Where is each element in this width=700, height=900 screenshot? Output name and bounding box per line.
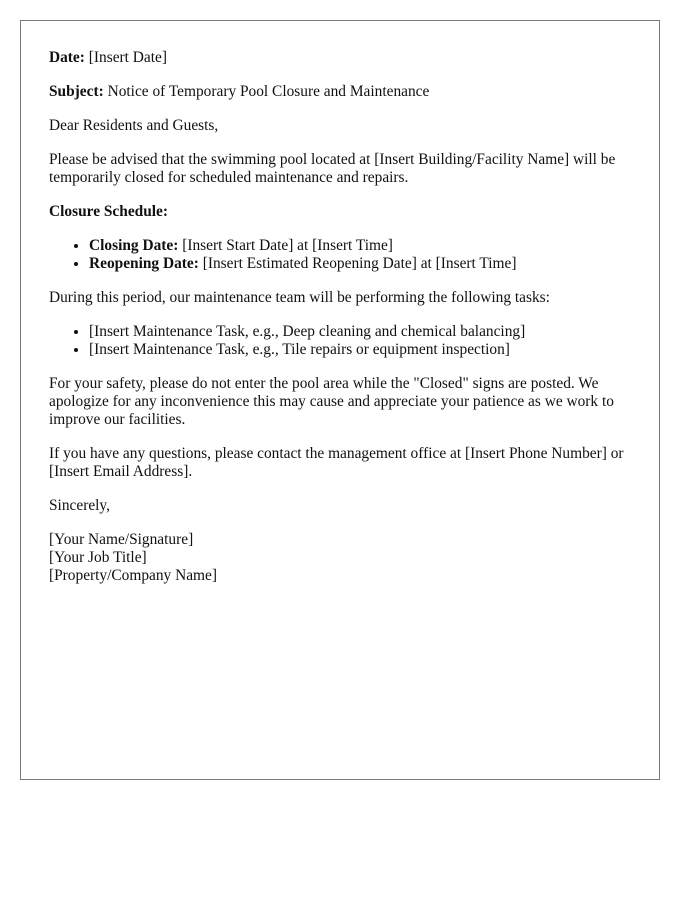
contact-paragraph: If you have any questions, please contact the management office at [Insert Phone Number] or [Insert Email Address]. — [49, 445, 624, 480]
schedule-item-label: Reopening Date: — [89, 255, 199, 272]
letter-page — [20, 20, 660, 780]
schedule-item-closing — [89, 237, 631, 255]
date-label: Date: — [49, 49, 85, 66]
task-item: • [Insert Maintenance Task, e.g., Deep cleaning and chemical balancing] — [89, 323, 631, 341]
safety-paragraph: For your safety, please do not enter the pool area while the "Closed" signs are posted. We apologize for any inconvenience this may cause and appreciate your patience as we work to improve our facilities. — [49, 375, 614, 428]
subject-label: Subject: — [49, 83, 104, 100]
signature-name: [Your Name/Signature] — [49, 531, 194, 548]
date-line — [49, 49, 631, 67]
schedule-item-reopening — [89, 255, 631, 273]
tasks-list — [49, 323, 631, 359]
intro-paragraph: Please be advised that the swimming pool located at [Insert Building/Facility Name] will be temporarily closed for scheduled maintenance and repairs. — [49, 151, 616, 186]
subject-value: Notice of Temporary Pool Closure and Maintenance — [107, 83, 430, 100]
tasks-intro: During this period, our maintenance team will be performing the following tasks: — [49, 289, 550, 306]
task-item: • [Insert Maintenance Task, e.g., Tile repairs or equipment inspection] — [89, 341, 631, 359]
signature-company: [Property/Company Name] — [49, 567, 217, 584]
greeting: Dear Residents and Guests, — [49, 117, 219, 134]
date-value: [Insert Date] — [88, 49, 167, 66]
signature-title: [Your Job Title] — [49, 549, 147, 566]
schedule-item-value: [Insert Estimated Reopening Date] at [Insert Time] — [202, 255, 517, 272]
schedule-item-label: Closing Date: — [89, 237, 179, 254]
schedule-list — [49, 237, 631, 273]
closing: Sincerely, — [49, 497, 110, 514]
schedule-heading: Closure Schedule: — [49, 203, 168, 220]
subject-line — [49, 83, 631, 101]
signature-block — [49, 531, 631, 585]
schedule-item-value: [Insert Start Date] at [Insert Time] — [182, 237, 393, 254]
